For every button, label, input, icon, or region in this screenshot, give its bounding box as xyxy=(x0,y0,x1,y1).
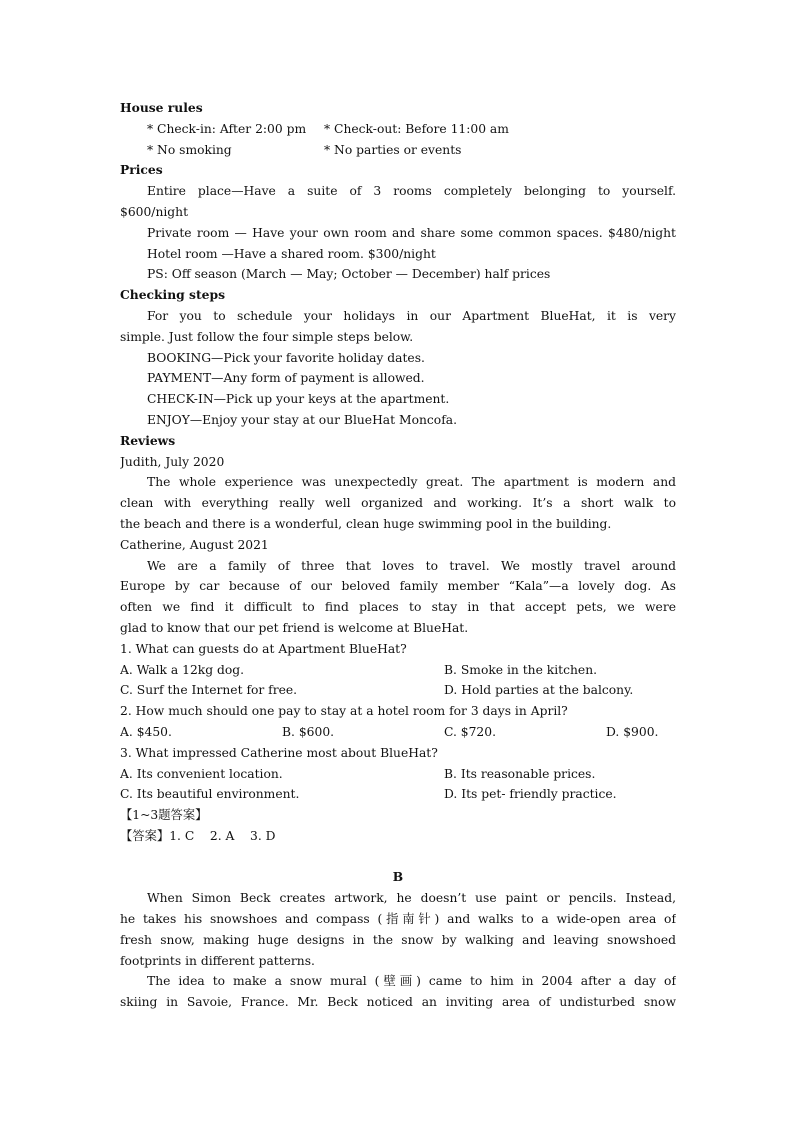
review-2-author: Catherine, August 2021 xyxy=(120,537,269,552)
off-season-note: PS: Off season (March — May; October — December) half prices xyxy=(147,267,551,282)
section-b-label: B xyxy=(392,869,404,885)
prices-heading: Prices xyxy=(120,162,163,178)
reviews-heading: Reviews xyxy=(120,432,176,448)
section-b-p1-line-2: he takes his snowshoes and compass (指南针) and walks to a wide-open area of xyxy=(120,912,676,927)
question-1-option-a: A. Walk a 12kg dog. xyxy=(120,662,245,677)
question-2: 2. How much should one pay to stay at a hotel room for 3 days in April? xyxy=(120,704,568,719)
question-3-option-b: B. Its reasonable prices. xyxy=(444,766,596,781)
question-3-options-row-1 xyxy=(120,764,676,785)
section-b-p1-line-1: When Simon Beck creates artwork, he doesn’t use paint or pencils. Instead, xyxy=(147,891,676,906)
no-smoking-rule: * No smoking xyxy=(147,142,232,157)
spacer xyxy=(120,847,676,868)
review-2-line-3: often we find it difficult to find places to stay in that accept pets, we were xyxy=(120,600,676,615)
question-3: 3. What impressed Catherine most about BlueHat? xyxy=(120,745,438,760)
question-2-option-d: D. $900. xyxy=(606,724,659,739)
question-2-option-c: C. $720. xyxy=(444,724,496,739)
checking-steps-intro-1: For you to schedule your holidays in our Apartment BlueHat, it is very xyxy=(147,308,676,323)
question-1: 1. What can guests do at Apartment BlueHat? xyxy=(120,641,407,656)
check-out-rule: * Check-out: Before 11:00 am xyxy=(324,121,509,136)
checking-steps-intro-2: simple. Just follow the four simple steps below. xyxy=(120,329,414,344)
review-1-line-2: clean with everything really well organized and working. It’s a short walk to xyxy=(120,496,676,511)
review-2-line-2: Europe by car because of our beloved family member “Kala”—a lovely dog. As xyxy=(120,579,676,594)
entire-place-price-line-1: Entire place—Have a suite of 3 rooms completely belonging to yourself. xyxy=(147,184,676,199)
step-check-in: CHECK-IN—Pick up your keys at the apartment. xyxy=(147,392,450,407)
review-2-line-4: glad to know that our pet friend is welcome at BlueHat. xyxy=(120,620,469,635)
question-1-options-row-2 xyxy=(120,680,676,701)
answers-title: 【1~3题答案】 xyxy=(120,808,208,823)
question-1-option-d: D. Hold parties at the balcony. xyxy=(444,683,634,698)
check-in-rule: * Check-in: After 2:00 pm xyxy=(147,121,307,136)
question-2-option-a: A. $450. xyxy=(120,724,172,739)
question-1-option-b: B. Smoke in the kitchen. xyxy=(444,662,598,677)
question-2-option-b: B. $600. xyxy=(282,724,335,739)
question-3-options-row-2 xyxy=(120,784,676,805)
no-parties-rule: * No parties or events xyxy=(324,142,462,157)
question-2-options-row xyxy=(120,722,676,743)
question-1-option-c: C. Surf the Internet for free. xyxy=(120,683,298,698)
document-content xyxy=(120,98,676,1013)
review-1-line-3: the beach and there is a wonderful, clean huge swimming pool in the building. xyxy=(120,516,612,531)
hotel-room-price: Hotel room —Have a shared room. $300/night xyxy=(147,246,436,261)
private-room-price: Private room — Have your own room and share some common spaces. $480/night xyxy=(147,225,676,240)
question-3-option-d: D. Its pet- friendly practice. xyxy=(444,787,617,802)
house-rules-row-1 xyxy=(120,119,676,140)
section-b-p2-line-1: The idea to make a snow mural (壁画) came to him in 2004 after a day of xyxy=(147,974,676,989)
checking-steps-heading: Checking steps xyxy=(120,287,225,303)
section-b-p1-line-3: fresh snow, making huge designs in the snow by walking and leaving snowshoed xyxy=(120,932,676,947)
section-b-p2-line-2: skiing in Savoie, France. Mr. Beck noticed an inviting area of undisturbed snow xyxy=(120,995,676,1010)
step-booking: BOOKING—Pick your favorite holiday dates. xyxy=(147,350,425,365)
answers-line: 【答案】1. C 2. A 3. D xyxy=(120,828,276,843)
section-b-p1-line-4: footprints in different patterns. xyxy=(120,953,315,968)
entire-place-price-line-2: $600/night xyxy=(120,204,189,219)
house-rules-row-2 xyxy=(120,140,676,161)
review-1-line-1: The whole experience was unexpectedly great. The apartment is modern and xyxy=(147,475,676,490)
step-enjoy: ENJOY—Enjoy your stay at our BlueHat Moncofa. xyxy=(147,412,457,427)
question-3-option-c: C. Its beautiful environment. xyxy=(120,787,300,802)
question-3-option-a: A. Its convenient location. xyxy=(120,766,283,781)
house-rules-heading: House rules xyxy=(120,100,203,115)
review-2-line-1: We are a family of three that loves to travel. We mostly travel around xyxy=(147,558,676,573)
question-1-options-row-1 xyxy=(120,660,676,681)
step-payment: PAYMENT—Any form of payment is allowed. xyxy=(147,371,425,386)
review-1-author: Judith, July 2020 xyxy=(120,454,225,469)
